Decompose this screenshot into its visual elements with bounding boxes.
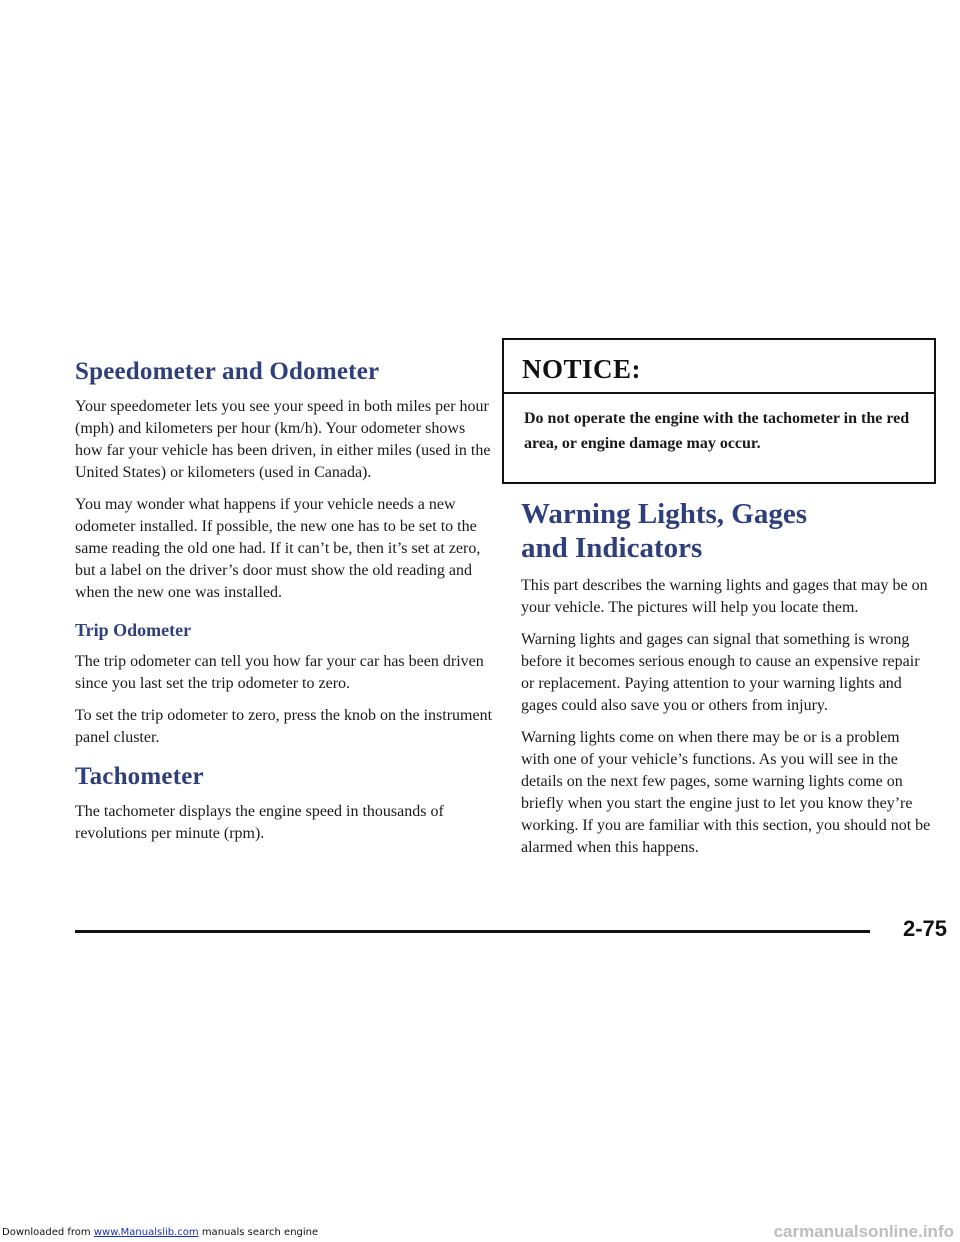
warning-paragraph-2: Warning lights and gages can signal that something is wrong before it becomes serious enough to cause an expensive repair or replacement. Paying attention to your warning lights and gages could also save you or others from injury.	[521, 631, 920, 714]
warning-heading-line-1: Warning Lights, Gages	[521, 498, 808, 530]
warning-heading-line-2: and Indicators	[521, 532, 703, 564]
warning-lights-heading	[521, 497, 931, 565]
left-column	[75, 358, 495, 855]
trip-odometer-paragraph-1: The trip odometer can tell you how far your car has been driven since you last set the trip odometer to zero.	[75, 653, 484, 692]
warning-paragraph-1: This part describes the warning lights and gages that may be on your vehicle. The pictures will help you locate them.	[521, 577, 928, 616]
manualslib-link[interactable]: www.Manualslib.com	[93, 1227, 199, 1238]
download-footer	[2, 1227, 318, 1238]
notice-title: NOTICE:	[522, 354, 642, 384]
warning-lights-section	[521, 497, 931, 869]
speedometer-heading: Speedometer and Odometer	[75, 358, 380, 385]
trip-odometer-heading: Trip Odometer	[75, 620, 192, 640]
footer-suffix: manuals search engine	[198, 1227, 319, 1238]
footer-prefix: Downloaded from	[2, 1227, 94, 1238]
tachometer-heading: Tachometer	[75, 763, 204, 790]
trip-odometer-paragraph-2: To set the trip odometer to zero, press the knob on the instrument panel cluster.	[75, 707, 493, 746]
notice-box	[502, 338, 936, 484]
speedometer-paragraph-1: Your speedometer lets you see your speed in both miles per hour (mph) and kilometers per hour (km/h). Your odometer shows how far your vehicle has been driven, in either miles (used in the United States) or kilometers (used in Canada).	[75, 398, 491, 481]
page-number: 2-75	[902, 916, 947, 941]
watermark: carmanualsonline.info	[773, 1222, 954, 1241]
warning-paragraph-3: Warning lights come on when there may be or is a problem with one of your vehicle’s functions. As you will see in the details on the next few pages, some warning lights come on briefly when you start the engine just to let you know they’re working. If you are familiar with this section, you should not be alarmed when this happens.	[521, 729, 931, 856]
notice-header	[504, 340, 934, 394]
notice-body: Do not operate the engine with the tachometer in the red area, or engine damage may occur.	[524, 410, 910, 452]
tachometer-paragraph: The tachometer displays the engine speed in thousands of revolutions per minute (rpm).	[75, 803, 444, 842]
page-rule	[75, 930, 870, 933]
speedometer-paragraph-2: You may wonder what happens if your vehicle needs a new odometer installed. If possible, the new one has to be set to the same reading the old one had. If it can’t be, then it’s set at zero, but a label on the driver’s door must show the old reading and when the new one was installed.	[75, 496, 481, 601]
